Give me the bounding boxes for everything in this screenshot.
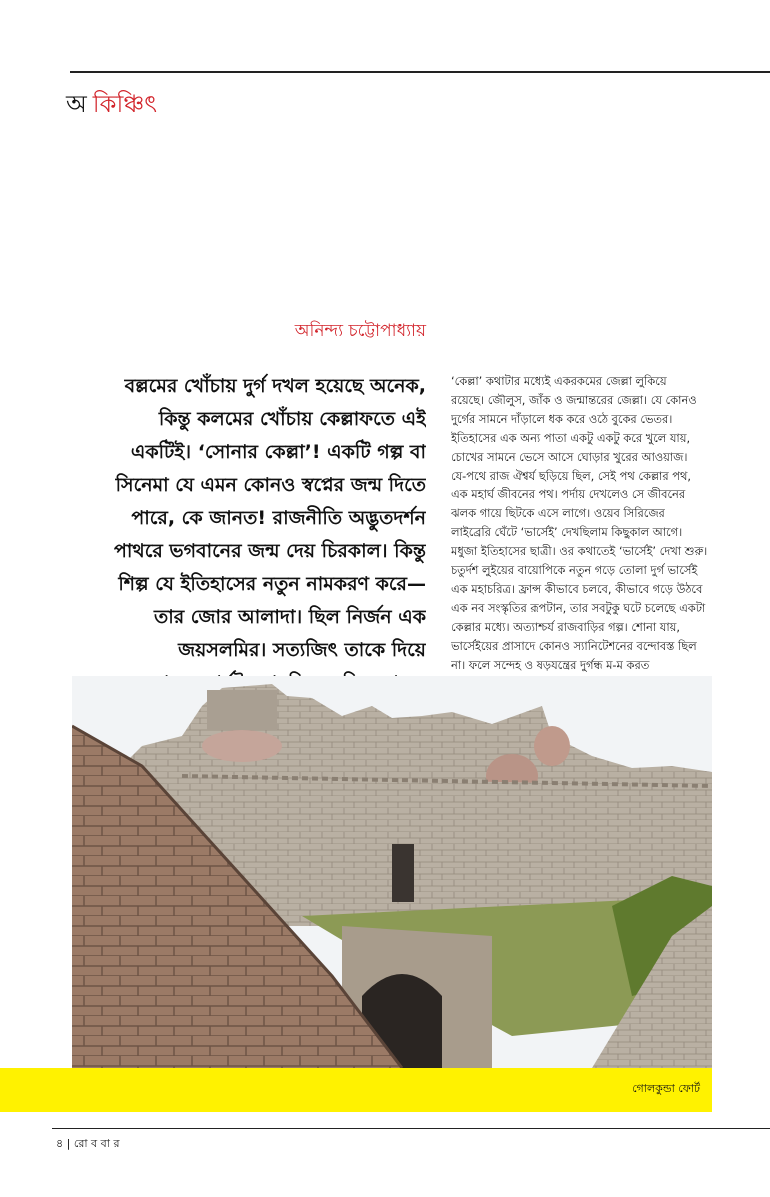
body-line: এক নব সংস্কৃতির রূপটান, তার সবটুকু ঘটে চলেছে একটা (451, 600, 706, 615)
bottom-rule (52, 1128, 770, 1129)
body-line: লাইব্রেরি ঘেঁটে ‘ভার্সেই’ দেখছিলাম কিছুকাল আগে। (451, 525, 683, 540)
section-name: কিঞ্চিৎ (92, 90, 158, 118)
intro-line: পারে, কে জানত! রাজনীতি অদ্ভুতদর্শন (131, 507, 426, 529)
magazine-name: রো ব বা র (73, 1137, 120, 1150)
body-line: এক মহাচরিত্র। ফ্রান্স কীভাবে চলবে, কীভাবে গড়ে উঠবে (451, 581, 703, 596)
intro-line: কিন্তু কলমের খোঁচায় কেল্লাফতে এই (158, 408, 426, 430)
body-line: চোখের সামনে ভেসে আসে ঘোড়ার খুরের আওয়াজ। (451, 449, 688, 464)
body-line: রয়েছে। জৌলুস, জাঁক ও জন্মান্তরের জেল্লা। যে কোনও (451, 392, 697, 407)
body-line: ইতিহাসের এক অন্য পাতা একটু একটু করে খুলে যায়, (451, 430, 691, 445)
section-prefix: অ (66, 90, 87, 118)
body-line: এক মহার্ঘ জীবনের পথ। পর্দায় দেখলেও সে জীবনের (451, 487, 686, 502)
intro-line: সিনেমা যে এমন কোনও স্বপ্নের জন্ম দিতে (115, 474, 426, 496)
body-line: ঝলক গায়ে ছিটকে এসে লাগে। ওয়েব সিরিজের (451, 506, 665, 521)
author-byline: অনিন্দ্য চট্টোপাধ্যায় (294, 321, 426, 341)
photo-caption: গোলকুন্ডা ফোর্ট (632, 1082, 700, 1095)
intro-line: বল্লমের খোঁচায় দুর্গ দখল হয়েছে অনেক, (124, 375, 426, 397)
top-rule (70, 71, 770, 73)
boulder (534, 726, 570, 766)
body-line: যে-পথে রাজ ঐশ্বর্য ছড়িয়ে ছিল, সেই পথ কেল্লার পথ, (451, 468, 691, 483)
intro-paragraph (86, 370, 426, 700)
folio-separator: | (66, 1137, 71, 1150)
page-folio (56, 1135, 120, 1154)
intro-line: তার জোর আলাদা। ছিল নির্জন এক (153, 606, 426, 628)
page-number: ৪ (56, 1137, 64, 1150)
boulder (202, 730, 282, 762)
fort-photo (72, 676, 712, 1068)
caption-bar (0, 1068, 712, 1112)
body-line: মধুজা ইতিহাসের ছাত্রী। ওর কথাতেই ‘ভার্সেই’ দেখা শুরু। (451, 544, 708, 559)
intro-line: একটিই। ‘সোনার কেল্লা’! একটি গল্প বা (130, 441, 426, 463)
intro-line: পাথরে ভগবানের জন্ম দেয় চিরকাল। কিন্তু (114, 540, 426, 562)
body-line: চতুর্দশ লুইয়ের বায়োপিকে নতুন গড়ে তোলা দুর্গ ভার্সেই (451, 563, 698, 578)
section-heading (66, 86, 157, 126)
intro-line: শিল্প যে ইতিহাসের নতুন নামকরণ করে— (118, 573, 426, 595)
body-line: না। ফলে সন্দেহ ও ষড়যন্ত্রের দুর্গন্ধ ম-ম করত (451, 657, 650, 672)
body-line: ভার্সেইয়ের প্রাসাদে কোনও স্যানিটেশনের বন্দোবস্ত ছিল (451, 638, 697, 653)
body-line: কেল্লার মধ্যে। অত্যাশ্চর্য রাজবাড়ির গল্প। শোনা যায়, (451, 619, 680, 634)
intro-line: জয়সলমির। সত্যজিৎ তাকে দিয়ে (178, 639, 426, 661)
body-line: দুর্গের সামনে দাঁড়ালে ধক করে ওঠে বুকের ভেতর। (451, 411, 673, 426)
body-line: ‘কেল্লা’ কথাটার মধ্যেই একরকমের জেল্লা লুকিয়ে (451, 374, 667, 388)
watchtower (207, 690, 277, 730)
body-text-column (451, 372, 751, 712)
doorway (392, 844, 414, 902)
